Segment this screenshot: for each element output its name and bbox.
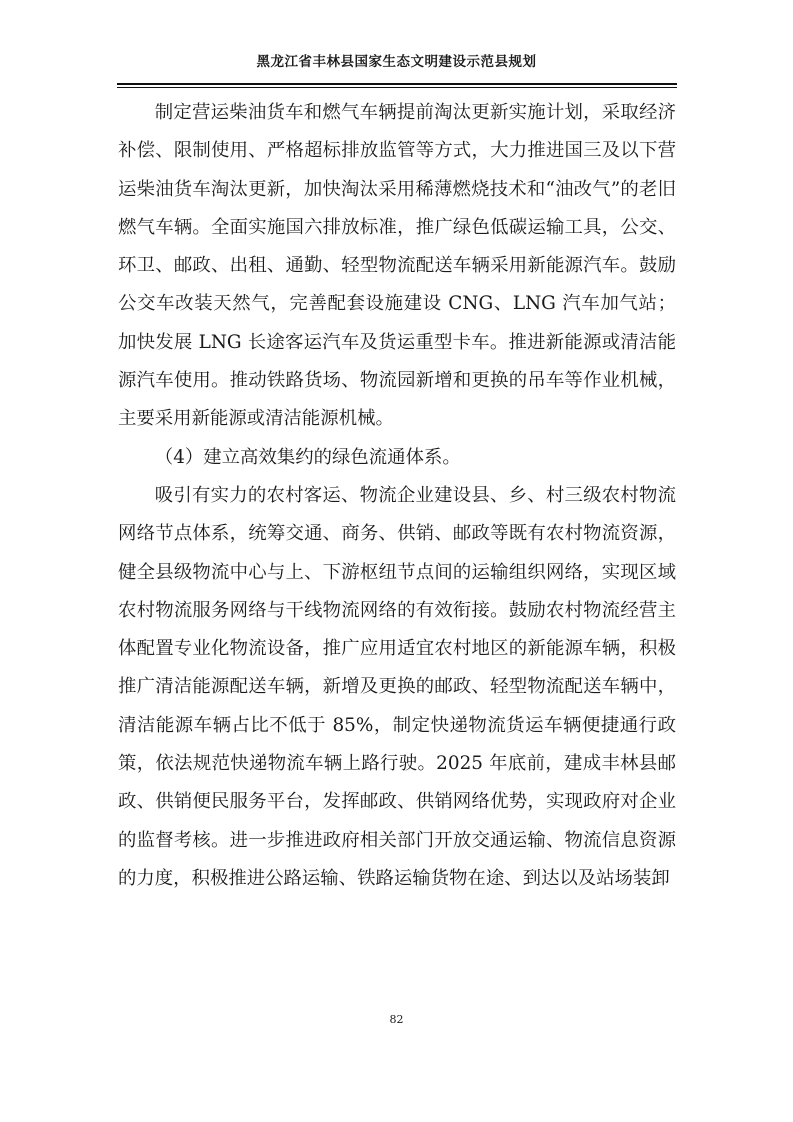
paragraph-vehicle-replacement: 制定营运柴油货车和燃气车辆提前淘汰更新实施计划，采取经济补偿、限制使用、严格超标排放监管等方式，大力推进国三及以下营运柴油货车淘汰更新，加快淘汰采用稀薄燃烧技术和“油改气”的老旧燃气车辆。全面实施国六排放标准，推广绿色低碳运输工具，公交、环卫、邮政、出租、通勤、轻型物流配送车辆采用新能源汽车。鼓励公交车改装天然气，完善配套设施建设 CNG、LNG 汽车加气站；加快发展 LNG 长途客运汽车及货运重型卡车。推进新能源或清洁能源汽车使用。推动铁路货场、物流园新增和更换的吊车等作业机械，主要采用新能源或清洁能源机械。 bbox=[118, 102, 676, 430]
header-rule-thick bbox=[117, 83, 677, 85]
section-heading-green-logistics: （4）建立高效集约的绿色流通体系。 bbox=[154, 446, 461, 468]
page-number: 82 bbox=[389, 1013, 404, 1026]
paragraph-rural-logistics: 吸引有实力的农村客运、物流企业建设县、乡、村三级农村物流网络节点体系，统筹交通、商务、供销、邮政等既有农村物流资源，健全县级物流中心与上、下游枢纽节点间的运输组织网络，实现区域农村物流服务网络与干线物流网络的有效衔接。鼓励农村物流经营主体配置专业化物流设备，推广应用适宜农村地区的新能源车辆，积极推广清洁能源配送车辆，新增及更换的邮政、轻型物流配送车辆中，清洁能源车辆占比不低于 85%，制定快递物流货运车辆便捷通行政策，依法规范快递物流车辆上路行驶。2025 年底前，建成丰林县邮政、供销便民服务平台，发挥邮政、供销网络优势，实现政府对企业的监督考核。进一步推进政府相关部门开放交通运输、物流信息资源的力度，积极推进公路运输、铁路运输货物在途、到达以及站场装卸 bbox=[118, 484, 676, 889]
document-body bbox=[118, 94, 676, 898]
page-header-title: 黑龙江省丰林县国家生态文明建设示范县规划 bbox=[256, 54, 537, 70]
header-rule-thin bbox=[117, 87, 677, 88]
